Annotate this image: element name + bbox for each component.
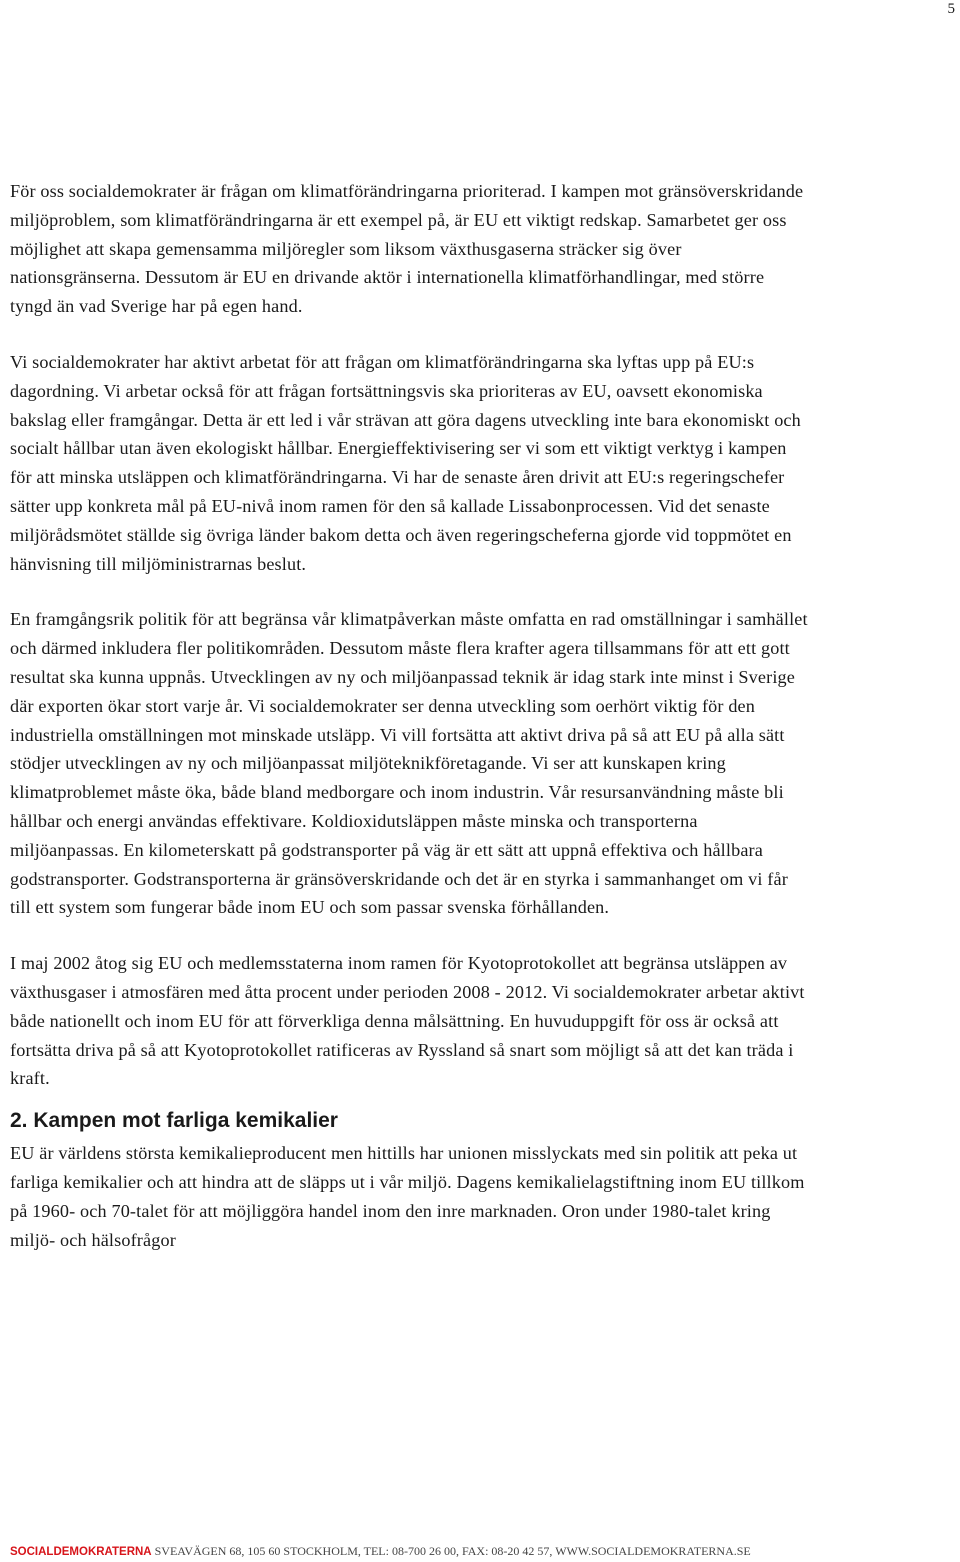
footer-address: SVEAVÄGEN 68, 105 60 STOCKHOLM, TEL: 08-700 26 00, FAX: 08-20 42 57, WWW.SOCIALDEMOKRATERNA.SE xyxy=(151,1544,751,1558)
paragraph-eu-agenda: Vi socialdemokrater har aktivt arbetat för att frågan om klimatförändringarna ska lyftas upp på EU:s dagordning. Vi arbetar också för att frågan fortsättningsvis ska prioriteras av EU, oavsett ekonomiska bakslag eller framgångar. Detta är ett led i vår strävan att göra dagens utveckling inte bara ekonomiskt och socialt hållbar utan även ekologiskt hållbar. Energieffektivisering ser vi som ett viktigt verktyg i kampen för att minska utsläppen och klimatförändringarna. Vi har de senaste åren drivit att EU:s regeringschefer sätter upp konkreta mål på EU-nivå inom ramen för den så kallade Lissabonprocessen. Vid det senaste miljörådsmötet ställde sig övriga länder bakom detta och även regeringscheferna gjorde vid toppmötet en hänvisning till miljöministrarnas beslut. xyxy=(10,351,801,574)
paragraph-chemicals: EU är världens största kemikalieproducent men hittills har unionen misslyckats med sin politik att peka ut farliga kemikalier och att hindra att de släpps ut i vår miljö. Dagens kemikalielagstiftning inom EU tillkom på 1960- och 70-talet för att möjliggöra handel inom den inre marknaden. Oron under 1980-talet kring miljö- och hälsofrågor xyxy=(10,1143,805,1250)
document-body xyxy=(10,177,810,1254)
paragraph-successful-policy: En framgångsrik politik för att begränsa vår klimatpåverkan måste omfatta en rad omställningar i samhället och därmed inkludera fler politikområden. Dessutom måste flera krafter agera tillsammans för att ett gott resultat ska kunna uppnås. Utvecklingen av ny och miljöanpassad teknik är idag stark inte minst i Sverige där exporten ökar stort varje år. Vi socialdemokrater ser denna utveckling som oerhört viktig för den industriella omställningen mot minskade utsläpp. Vi vill fortsätta att aktivt driva på så att EU på alla sätt stödjer utvecklingen av ny och miljöanpassat miljöteknikföretagande. Vi ser att kunskapen kring klimatproblemet måste öka, både bland medborgare och inom industrin. Vår resursanvändning måste bli hållbar och energi användas effektivare. Koldioxidutsläppen måste minska och transporterna miljöanpassas. En kilometerskatt på godstransporter på väg är ett sätt att uppnå effektiva och hållbara godstransporter. Godstransporterna är gränsöverskridande och det är en styrka i sammanhanget om vi får till ett system som fungerar både inom EU och som passar svenska förhållanden. xyxy=(10,609,808,918)
section-heading: 2. Kampen mot farliga kemikalier xyxy=(10,1109,338,1133)
page-number: 5 xyxy=(947,1,955,17)
paragraph-climate-priority: För oss socialdemokrater är frågan om klimatförändringarna prioriterad. I kampen mot gränsöverskridande miljöproblem, som klimatförändringarna är ett exempel på, är EU ett viktigt redskap. Samarbetet ger oss möjlighet att skapa gemensamma miljöregler som liksom växthusgaserna sträcker sig över nationsgränserna. Dessutom är EU en drivande aktör i internationella klimatförhandlingar, med större tyngd än vad Sverige har på egen hand. xyxy=(10,181,804,317)
footer-brand: SOCIALDEMOKRATERNA xyxy=(10,1546,152,1558)
page-footer xyxy=(10,1544,751,1559)
paragraph-kyoto: I maj 2002 åtog sig EU och medlemsstaterna inom ramen för Kyotoprotokollet att begränsa utsläppen av växthusgaser i atmosfären med åtta procent under perioden 2008 - 2012. Vi socialdemokrater arbetar aktivt både nationellt och inom EU för att förverkliga denna målsättning. En huvuduppgift för oss är också att fortsätta driva på så att Kyotoprotokollet ratificeras av Ryssland så snart som möjligt så att det kan träda i kraft. xyxy=(10,953,805,1089)
